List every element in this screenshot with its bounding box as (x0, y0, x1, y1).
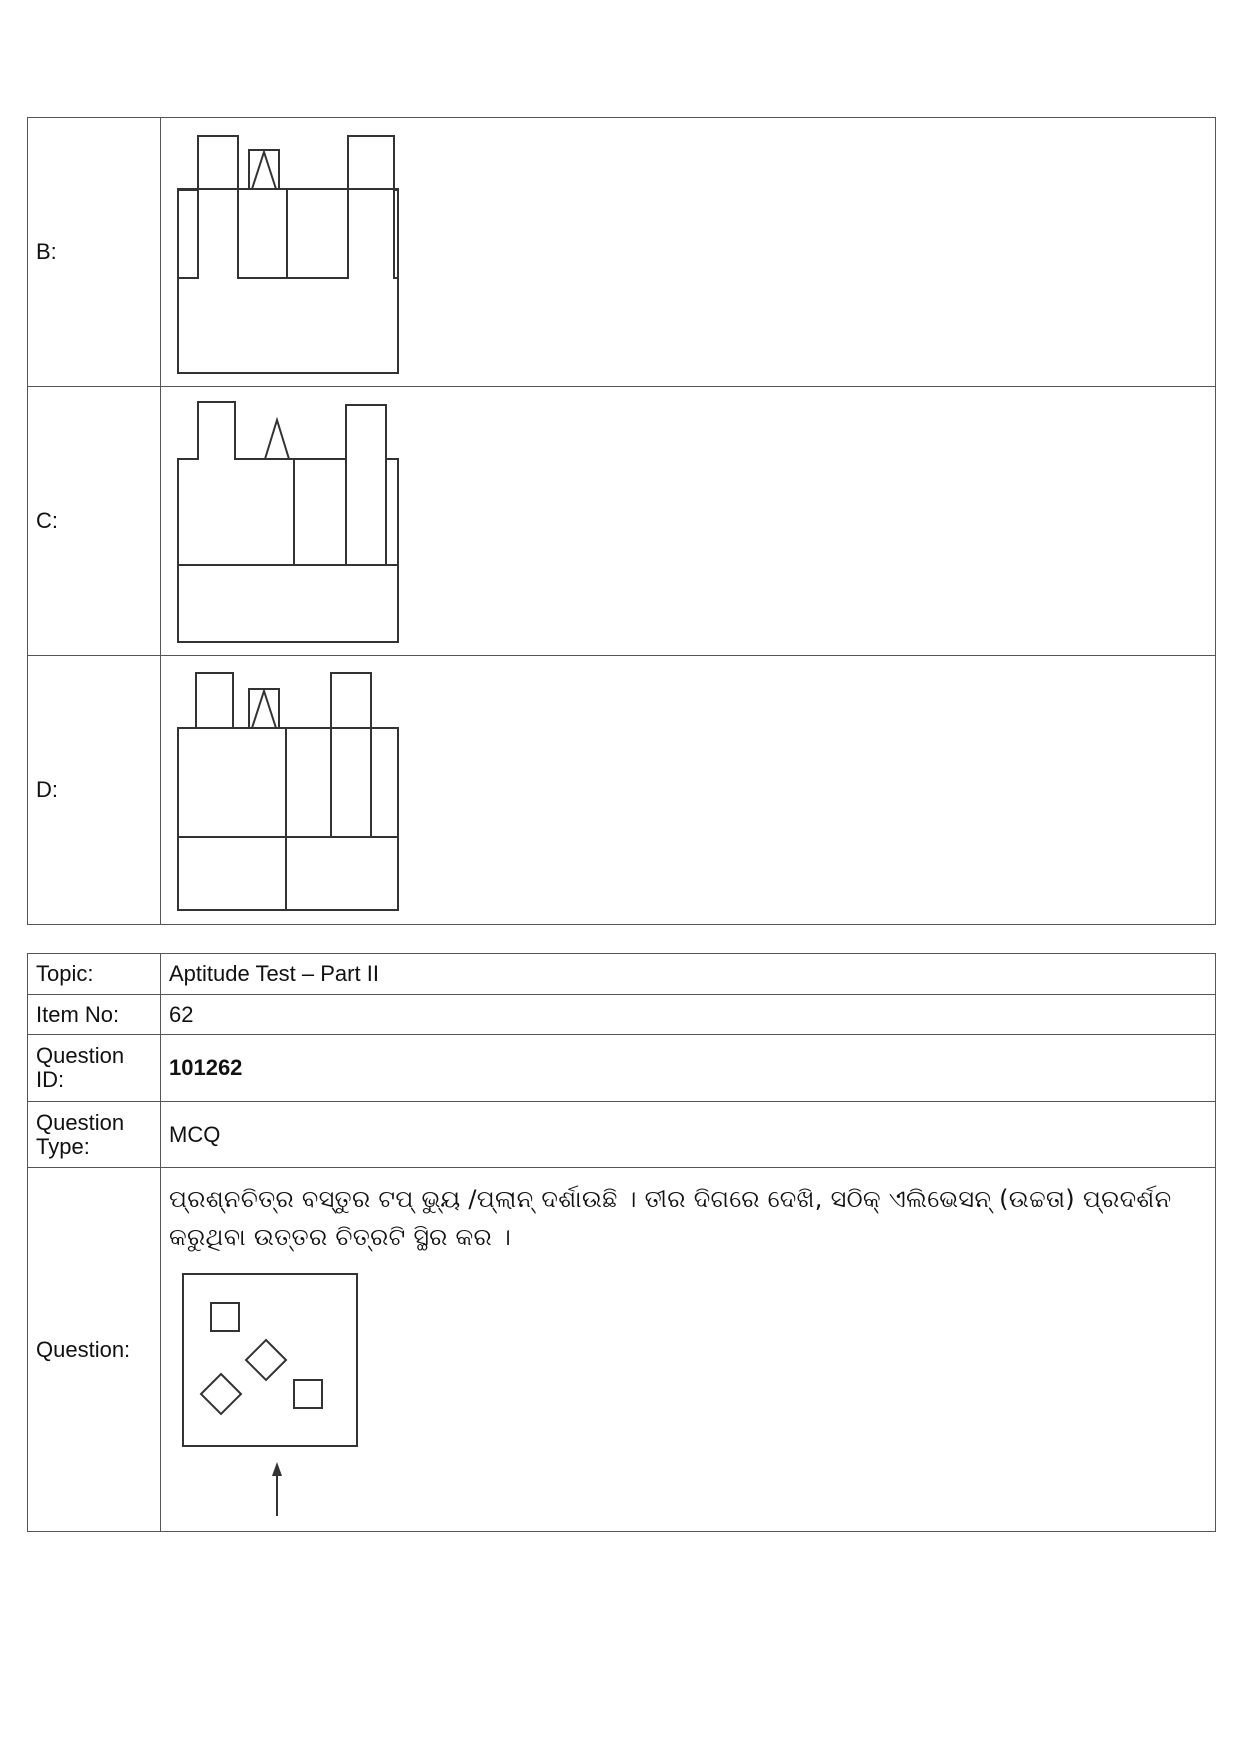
option-label-c: C: (28, 387, 161, 656)
question-meta-table (27, 953, 1216, 1532)
question-id-row (28, 1035, 1216, 1102)
option-figure-cell-d (161, 656, 1216, 925)
item-label: Item No: (28, 995, 161, 1035)
option-row-c (28, 387, 1216, 656)
option-label-b: B: (28, 118, 161, 387)
question-row (28, 1168, 1216, 1532)
plan-square-top-left (211, 1303, 239, 1331)
option-label-d: D: (28, 656, 161, 925)
plan-diamond-left (201, 1374, 241, 1414)
topic-row (28, 954, 1216, 995)
question-type-label: Question Type: (28, 1102, 161, 1168)
question-label: Question: (28, 1168, 161, 1532)
option-row-d (28, 656, 1216, 925)
item-value: 62 (161, 995, 1216, 1035)
option-d-elevation (161, 656, 421, 924)
item-row (28, 995, 1216, 1035)
option-row-b (28, 118, 1216, 387)
option-figure-cell-b (161, 118, 1216, 387)
option-figure-cell-c (161, 387, 1216, 656)
question-id-label: Question ID: (28, 1035, 161, 1102)
question-cell (161, 1168, 1216, 1532)
option-c-elevation (161, 387, 421, 655)
question-type-value: MCQ (161, 1102, 1216, 1168)
view-arrow-icon (272, 1462, 282, 1476)
plan-square-bottom-right (294, 1380, 322, 1408)
topic-label: Topic: (28, 954, 161, 995)
topic-value: Aptitude Test – Part II (161, 954, 1216, 995)
plan-view-with-arrow (169, 1270, 369, 1520)
plan-diamond-center (246, 1340, 286, 1380)
question-text: ପ୍ରଶ୍ନଚିତ୍ର ବସ୍ତୁର ଟପ୍ ଭ୍ୟୁ /ପ୍ଲାନ୍ ଦର୍ଶାଉଛି । ତୀର ଦିଗରେ ଦେଖି, ସଠିକ୍ ଏଲିଭେସନ୍ (ଉଚ୍ଚତା) ପ୍ରଦର୍ଶନ କରୁଥିବା ଉତ୍ତର ଚିତ୍ରଟି ସ୍ଥିର କର । (169, 1185, 1172, 1251)
option-b-elevation (161, 118, 421, 386)
question-id-value: 101262 (161, 1035, 1216, 1102)
options-table (27, 117, 1216, 925)
question-type-row (28, 1102, 1216, 1168)
plan-outline (183, 1274, 357, 1446)
